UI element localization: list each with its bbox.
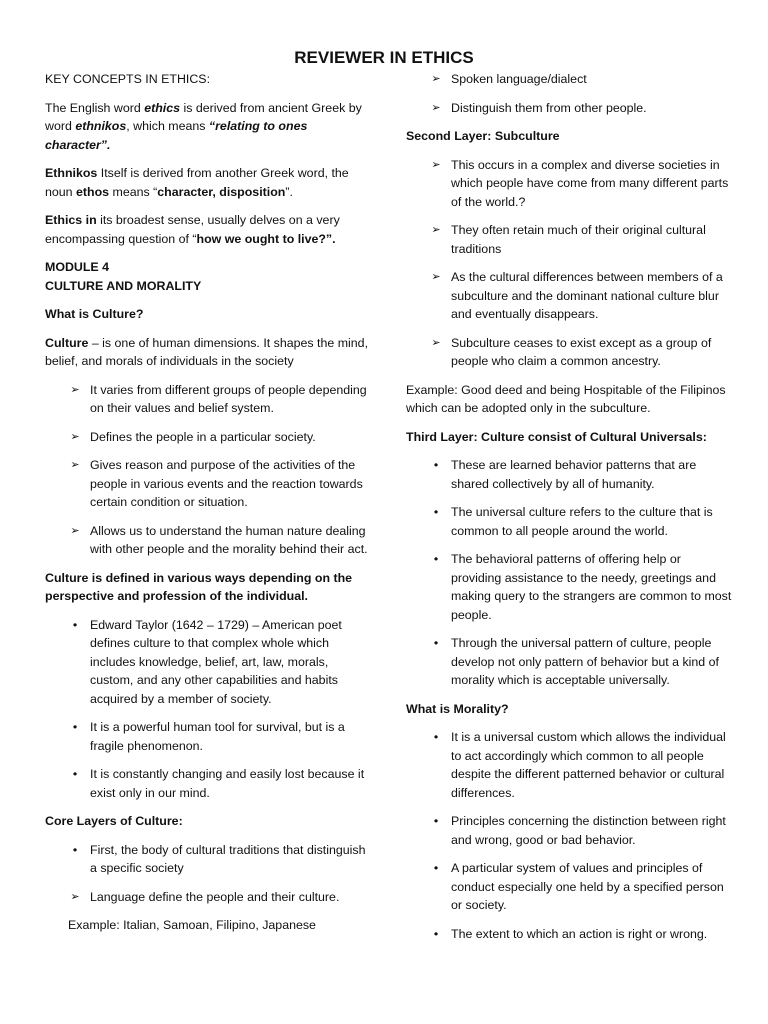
arrow-bullet-icon: ➢ [70,383,80,396]
dot-bullet-icon: • [433,636,439,650]
list-item: • The behavioral patterns of offering help or providing assistance to the needy, greetings and making query to the strangers are common to most people. [406,550,732,624]
ethnikos-paragraph: Ethnikos Itself is derived from another Greek word, the noun ethos means “character, disposition”. [45,166,349,199]
list-item: ➢ It varies from different groups of people depending on their values and belief system. [45,381,375,418]
left-column [45,70,375,945]
key-concepts-heading: KEY CONCEPTS IN ETHICS: [45,72,211,86]
list-item: • A particular system of values and principles of conduct especially one held by a specified person or society. [406,859,732,915]
list-item: • It is a powerful human tool for survival, but is a fragile phenomenon. [45,718,375,755]
ethics-paragraph: The English word ethics is derived from ancient Greek by word ethnikos, which means “relating to ones character”. [45,100,362,152]
arrow-bullet-icon: ➢ [431,158,441,171]
culture-defined-heading: Culture is defined in various ways depending on the perspective and profession of the individual. [45,570,353,603]
arrow-bullet-icon: ➢ [431,336,441,349]
morality-list [406,728,732,943]
list-item: ➢ As the cultural differences between members of a subculture and the dominant national culture blur and eventually disappears. [406,268,732,324]
dot-bullet-icon: • [433,458,439,472]
list-item: • The universal culture refers to the culture that is common to all people around the world. [406,503,732,540]
language-list [406,70,732,117]
list-item: ➢ Language define the people and their culture. [45,888,375,907]
list-item: ➢ Spoken language/dialect [406,70,732,89]
dot-bullet-icon: • [72,767,78,781]
core-layers-heading: Core Layers of Culture: [45,814,183,828]
defined-list [45,616,375,803]
list-item: ➢ This occurs in a complex and diverse societies in which people have come from many different parts of the world.? [406,156,732,212]
third-layer-heading: Third Layer: Culture consist of Cultural Universals: [406,429,707,444]
arrow-bullet-icon: ➢ [70,890,80,903]
list-item: ➢ Allows us to understand the human nature dealing with other people and the morality behind their act. [45,522,375,559]
right-column [406,70,732,953]
list-item: ➢ Gives reason and purpose of the activities of the people in various events and the reaction towards certain condition or situation. [45,456,375,512]
arrow-bullet-icon: ➢ [431,271,441,283]
arrow-bullet-icon: ➢ [431,73,441,85]
core-example: Example: Italian, Samoan, Filipino, Japanese [68,918,316,932]
module-heading: MODULE 4 CULTURE AND MORALITY [45,260,202,293]
dot-bullet-icon: • [433,552,439,566]
second-layer-heading: Second Layer: Subculture [406,129,560,143]
arrow-bullet-icon: ➢ [431,224,441,236]
list-item: ➢ Distinguish them from other people. [406,99,732,118]
universals-list [406,456,732,690]
dot-bullet-icon: • [433,926,439,941]
dot-bullet-icon: • [72,720,78,734]
list-item: • The extent to which an action is right or wrong. [406,925,732,944]
dot-bullet-icon: • [433,814,439,828]
culture-definition: Culture – is one of human dimensions. It shapes the mind, belief, and morals of individuals in the society [45,335,369,368]
list-item: • Edward Taylor (1642 – 1729) – American poet defines culture to that complex whole which includes knowledge, belief, art, law, morals, custom, and any other capabilities and habits acquired by a member of society. [45,616,375,709]
list-item: • Principles concerning the distinction between right and wrong, good or bad behavior. [406,812,732,849]
list-item: • Through the universal pattern of culture, people develop not only pattern of behavior but a kind of morality which is acceptable universally. [406,634,732,690]
arrow-bullet-icon: ➢ [70,524,80,537]
arrow-bullet-icon: ➢ [431,101,441,114]
list-item: • It is a universal custom which allows the individual to act accordingly which common to all people despite the different patterned behavior or cultural differences. [406,728,732,802]
dot-bullet-icon: • [72,842,78,857]
arrow-bullet-icon: ➢ [70,459,80,471]
subculture-example: Example: Good deed and being Hospitable of the Filipinos which can be adopted only in the subculture. [406,382,726,415]
what-is-culture-heading: What is Culture? [45,307,144,321]
culture-list [45,381,375,559]
core-list [45,841,375,907]
ethics-broad-paragraph: Ethics in its broadest sense, usually delves on a very encompassing question of “how we ought to live?”. [45,213,340,246]
dot-bullet-icon: • [433,861,439,875]
what-is-morality-heading: What is Morality? [406,701,509,716]
list-item: ➢ Subculture ceases to exist except as a group of people who claim a common ancestry. [406,334,732,371]
list-item: • These are learned behavior patterns that are shared collectively by all of humanity. [406,456,732,493]
dot-bullet-icon: • [433,730,439,744]
list-item: ➢ Defines the people in a particular society. [45,428,375,447]
list-item: • First, the body of cultural traditions that distinguish a specific society [45,841,375,878]
dot-bullet-icon: • [72,617,78,632]
document-title: REVIEWER IN ETHICS [294,48,474,67]
list-item: ➢ They often retain much of their original cultural traditions [406,221,732,258]
subculture-list [406,156,732,371]
dot-bullet-icon: • [433,505,439,519]
list-item: • It is constantly changing and easily lost because it exist only in our mind. [45,765,375,802]
arrow-bullet-icon: ➢ [70,430,80,443]
